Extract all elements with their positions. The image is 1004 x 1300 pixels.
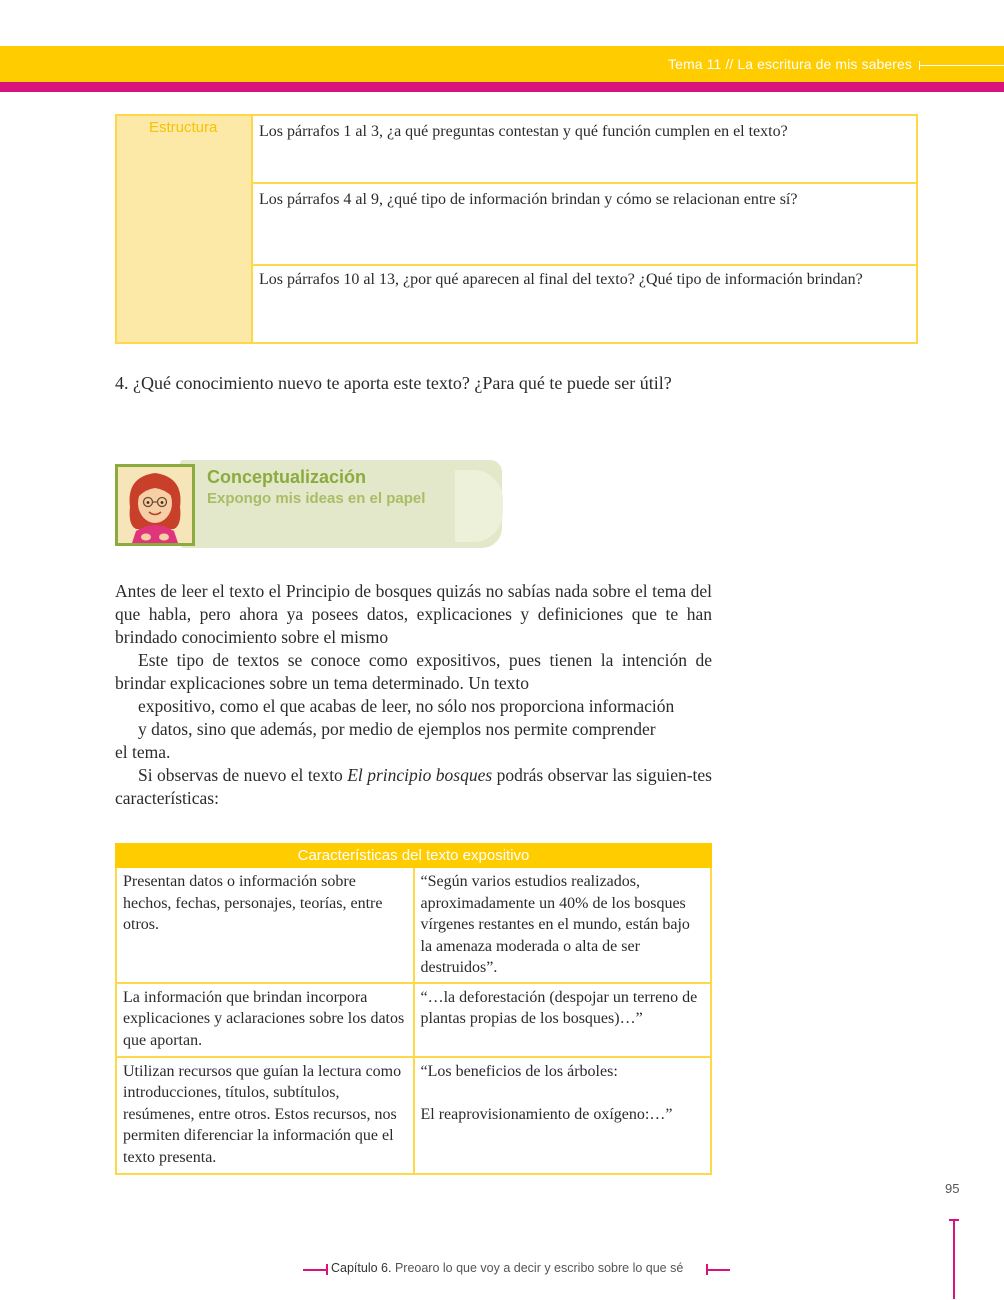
body-paragraph-4a: y datos, sino que además, por medio de ejemplos nos permite comprender [138, 719, 656, 739]
structure-question-2: Los párrafos 4 al 9, ¿qué tipo de información brindan y cómo se relacionan entre sí? [253, 184, 916, 266]
table-row [116, 1057, 711, 1174]
body-paragraph-4b: el tema. [115, 742, 171, 762]
footer-rule-right [706, 1269, 730, 1271]
body-p5-before: Si observas de nuevo el texto [138, 765, 348, 785]
structure-label-cell [117, 116, 253, 342]
table-row [116, 983, 711, 1057]
table-row [116, 867, 711, 983]
body-paragraph-2: Este tipo de textos se conoce como expositivos, pues tienen la intención de brindar explicaciones sobre un tema determinado. Un texto [115, 650, 712, 693]
girl-avatar-icon [118, 467, 192, 543]
structure-question-1: Los párrafos 1 al 3, ¿a qué preguntas contestan y qué función cumplen en el texto? [253, 116, 916, 184]
body-paragraph-3: expositivo, como el que acabas de leer, no sólo nos proporciona información [138, 696, 675, 716]
characteristics-table [115, 843, 712, 1175]
footer-rule-left [303, 1269, 327, 1271]
footer-rule-left-tick [326, 1264, 328, 1275]
table-cell-characteristic: Presentan datos o información sobre hechos, fechas, personajes, teorías, entre otros. [116, 867, 414, 983]
concept-banner-edge [455, 470, 503, 542]
table-cell-example: “…la deforestación (despojar un terreno de plantas propias de los bosques)…” [414, 983, 712, 1057]
table-cell-characteristic: La información que brindan incorpora explicaciones y aclaraciones sobre los datos que aportan. [116, 983, 414, 1057]
example-line-2: El reaprovisionamiento de oxígeno:…” [420, 1105, 673, 1123]
footer-chapter: Capítulo 6. [331, 1261, 392, 1275]
body-paragraph-5 [115, 764, 712, 810]
side-rule [953, 1219, 955, 1299]
table-cell-example [414, 1057, 712, 1174]
footer-text [331, 1261, 683, 1275]
footer [0, 1260, 1004, 1280]
body-p5-after: podrás observar las siguien-tes características: [115, 765, 712, 808]
structure-question-3: Los párrafos 10 al 13, ¿por qué aparecen al final del texto? ¿Qué tipo de información brindan? [259, 271, 863, 288]
table-cell-example: “Según varios estudios realizados, aproximadamente un 40% de los bosques vírgenes restantes en el mundo, están bajo la amenaza moderada o alta de ser destruidos”. [414, 867, 712, 983]
page-number: 95 [945, 1181, 960, 1196]
body-paragraph-1: Antes de leer el texto el Principio de bosques quizás no sabías nada sobre el tema del que habla, pero ahora ya posees datos, explicaciones y definiciones que te han brindado conocimiento sobre el mismo [115, 581, 712, 647]
concept-subtitle: Expongo mis ideas en el papel [207, 490, 426, 507]
example-line-1: “Los beneficios de los árboles: [420, 1062, 618, 1080]
header-rule [919, 65, 1004, 66]
concept-title: Conceptualización [207, 467, 367, 487]
table-cell-characteristic: Utilizan recursos que guían la lectura como introducciones, títulos, subtítulos, resúmenes, entre otros. Estos recursos, nos permiten diferenciar la información que el texto presenta. [116, 1057, 414, 1174]
structure-table [115, 114, 918, 344]
body-p5-italic-title: El principio bosques [347, 765, 493, 785]
footer-chapter-title: Preoaro lo que voy a decir y escribo sobre lo que sé [391, 1261, 684, 1275]
body-text [115, 580, 712, 810]
header-accent-stripe [0, 82, 1004, 92]
characteristics-table-header: Características del texto expositivo [116, 844, 711, 867]
page-title: Tema 11 // La escritura de mis saberes [668, 56, 912, 72]
question-4: 4. ¿Qué conocimiento nuevo te aporta este texto? ¿Para qué te puede ser útil? [115, 373, 672, 393]
student-avatar [115, 464, 195, 546]
structure-label: Estructura [149, 119, 218, 136]
